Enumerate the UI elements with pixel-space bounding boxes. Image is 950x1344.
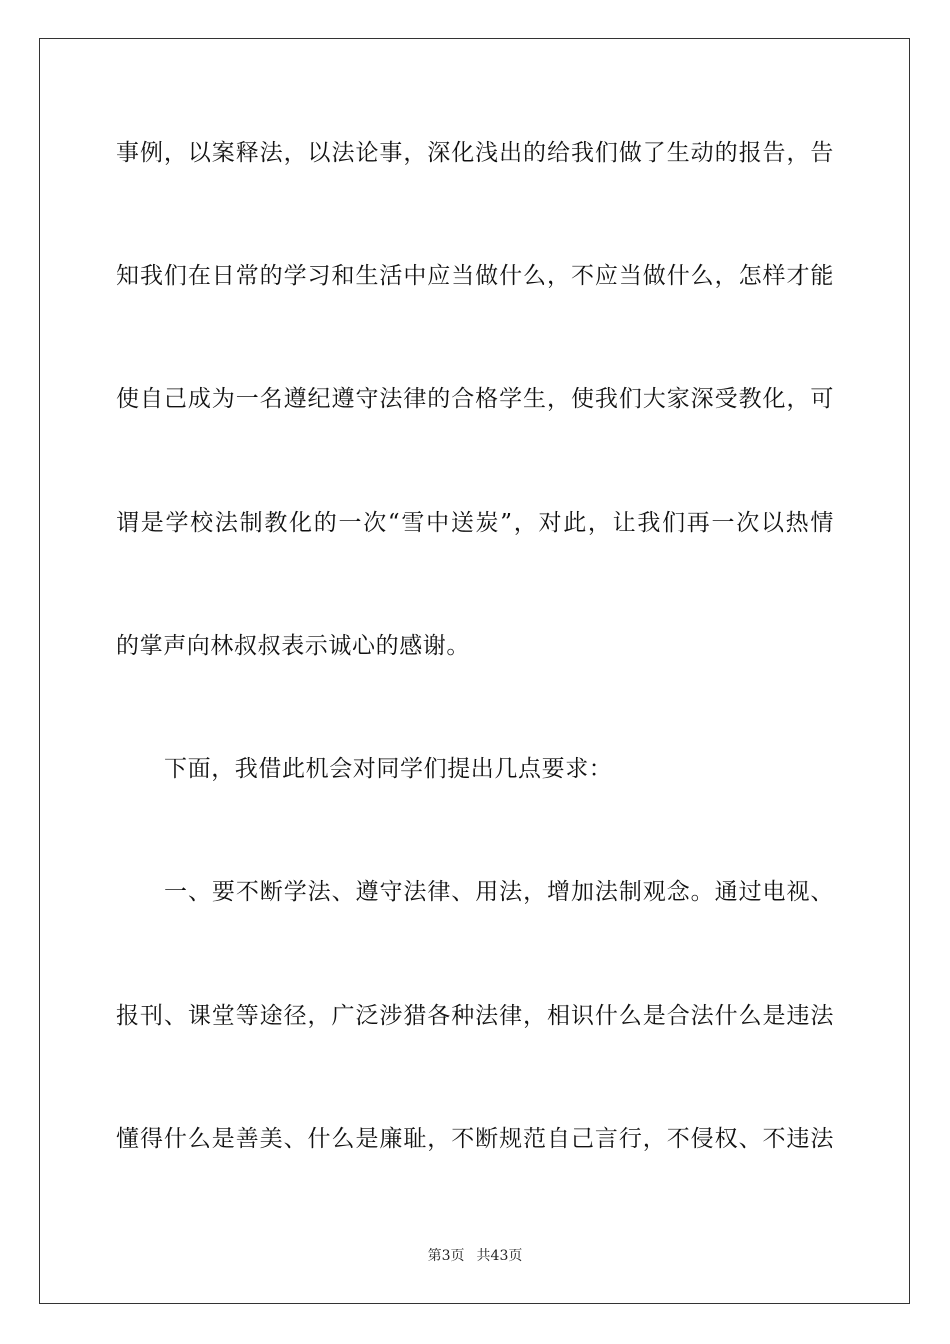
- body-text-line: 使自己成为一名遵纪遵守法律的合格学生，使我们大家深受教化，可: [116, 386, 834, 412]
- page-footer: [0, 1247, 950, 1265]
- body-text-line: 谓是学校法制教化的一次“雪中送炭”，对此，让我们再一次以热情: [116, 510, 834, 536]
- body-text-line: 知我们在日常的学习和生活中应当做什么，不应当做什么，怎样才能: [116, 263, 834, 289]
- page-total: 共43页: [476, 1248, 523, 1264]
- body-text-line: 下面，我借此机会对同学们提出几点要求：: [164, 756, 613, 782]
- body-text-line: 懂得什么是善美、什么是廉耻，不断规范自己言行，不侵权、不违法: [116, 1126, 834, 1152]
- body-text-line: 事例，以案释法，以法论事，深化浅出的给我们做了生动的报告，告: [116, 140, 834, 166]
- page-number: 第3页: [427, 1248, 465, 1264]
- body-text-line: 一、要不断学法、遵守法律、用法，增加法制观念。通过电视、: [164, 879, 834, 905]
- page-border: [39, 38, 910, 1304]
- body-text-line: 的掌声向林叔叔表示诚心的感谢。: [116, 633, 470, 659]
- body-text-line: 报刊、课堂等途径，广泛涉猎各种法律，相识什么是合法什么是违法: [116, 1003, 834, 1029]
